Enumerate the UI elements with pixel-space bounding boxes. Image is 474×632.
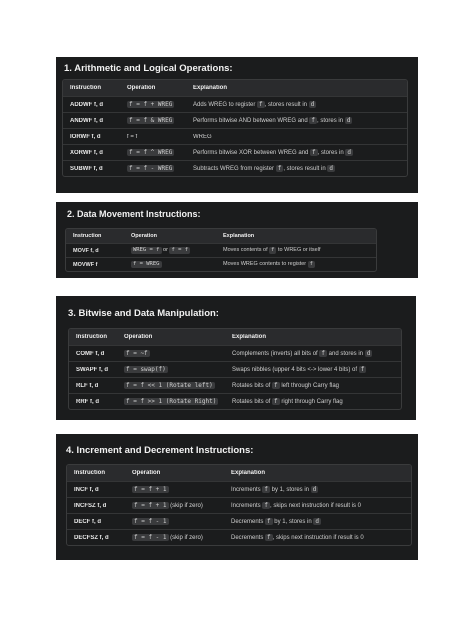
data-movement-table bbox=[65, 228, 377, 272]
text-fragment: , stores in bbox=[317, 149, 346, 156]
operation-cell bbox=[125, 518, 224, 526]
inline-code: f = f + 1 bbox=[134, 501, 167, 509]
inline-code: f bbox=[309, 260, 313, 267]
inline-code: d bbox=[346, 116, 351, 124]
inline-code: f = f << 1 (Rotate left) bbox=[126, 381, 213, 389]
column-header: Explanation bbox=[232, 334, 267, 340]
instruction-cell: DECFSZ f, d bbox=[74, 534, 109, 541]
table-row bbox=[63, 128, 407, 144]
explanation-cell bbox=[186, 134, 400, 140]
text-fragment: Rotates bits of bbox=[232, 382, 273, 389]
section-arithmetic-panel bbox=[56, 57, 418, 193]
instruction-cell: ANDWF f, d bbox=[70, 117, 103, 124]
explanation-cell bbox=[186, 165, 400, 173]
instruction-cell: DECF f, d bbox=[74, 518, 101, 525]
inline-code: f = WREG bbox=[133, 260, 160, 267]
column-header: Explanation bbox=[231, 470, 266, 476]
inline-code: f = f + 1 bbox=[134, 485, 167, 493]
operation-cell bbox=[125, 534, 224, 542]
inline-code: f bbox=[264, 501, 268, 509]
text-fragment: Decrements bbox=[231, 534, 266, 541]
text-fragment: by 1, stores in bbox=[269, 486, 311, 493]
text-fragment: , skips next instruction if result is 0 bbox=[272, 534, 364, 541]
text-fragment: Increments bbox=[231, 486, 263, 493]
text-fragment: left through Carry flag bbox=[279, 382, 340, 389]
table-row bbox=[63, 160, 407, 176]
increment-table bbox=[66, 464, 412, 546]
column-header: Operation bbox=[132, 470, 161, 476]
table-header-row bbox=[67, 465, 411, 481]
instruction-cell: INCFSZ f, d bbox=[74, 502, 107, 509]
table-row bbox=[67, 497, 411, 513]
text-fragment: Increments bbox=[231, 502, 263, 509]
instruction-cell: IORWF f, d bbox=[70, 133, 101, 140]
table-header-row bbox=[63, 80, 407, 96]
inline-code: f = ~f bbox=[126, 349, 148, 357]
inline-code: f = f ^ WREG bbox=[129, 148, 173, 156]
text-fragment: Performs bitwise AND between WREG and bbox=[193, 117, 310, 124]
table-row bbox=[67, 481, 411, 497]
operation-cell bbox=[125, 502, 224, 510]
text-fragment: Moves WREG contents to register bbox=[223, 260, 308, 267]
inline-code: f bbox=[267, 533, 271, 541]
instruction-cell: SUBWF f, d bbox=[70, 165, 103, 172]
operation-cell bbox=[120, 149, 186, 157]
text-fragment: Adds WREG to register bbox=[193, 101, 258, 108]
table-row bbox=[66, 243, 376, 257]
table-row bbox=[66, 257, 376, 271]
section-title: 1. Arithmetic and Logical Operations: bbox=[64, 63, 233, 74]
inline-code: f bbox=[360, 365, 365, 373]
column-header: Operation bbox=[124, 334, 153, 340]
instruction-cell: INCF f, d bbox=[74, 486, 99, 493]
bitwise-table bbox=[68, 328, 402, 410]
text-fragment: , stores in bbox=[317, 117, 345, 124]
text-fragment: Rotates bits of bbox=[232, 398, 273, 405]
section-title: 2. Data Movement Instructions: bbox=[67, 209, 201, 219]
explanation-cell bbox=[186, 149, 400, 157]
table-row bbox=[63, 112, 407, 128]
text-fragment: , skips next instruction if result is 0 bbox=[269, 502, 362, 509]
explanation-cell bbox=[224, 518, 411, 526]
operation-cell bbox=[117, 366, 225, 374]
text-fragment: , stores result in bbox=[264, 101, 309, 108]
inline-code: WREG = f bbox=[133, 246, 160, 253]
instruction-cell: ADDWF f, d bbox=[70, 101, 103, 108]
inline-code: f = swap(f) bbox=[126, 365, 166, 373]
table-row bbox=[69, 377, 401, 393]
text-fragment: Decrements bbox=[231, 518, 266, 525]
explanation-cell bbox=[225, 350, 401, 358]
section-data-movement-panel bbox=[56, 202, 418, 278]
inline-code: f bbox=[321, 349, 325, 357]
column-header: Instruction bbox=[74, 470, 105, 476]
operation-cell bbox=[120, 117, 186, 125]
arithmetic-table bbox=[62, 79, 408, 177]
section-title: 4. Increment and Decrement Instructions: bbox=[66, 445, 254, 456]
explanation-cell bbox=[216, 261, 376, 268]
text-fragment: , stores result in bbox=[283, 165, 328, 172]
operation-cell bbox=[117, 350, 225, 358]
inline-code: d bbox=[366, 349, 371, 357]
inline-code: f bbox=[267, 517, 271, 525]
explanation-cell bbox=[225, 398, 401, 406]
column-header: Explanation bbox=[193, 85, 228, 91]
inline-code: f = f - 1 bbox=[134, 533, 167, 541]
text-fragment: WREG` bbox=[193, 133, 214, 140]
text-fragment: Subtracts WREG from register bbox=[193, 165, 276, 172]
column-header: Operation bbox=[131, 233, 157, 239]
inline-code: f bbox=[259, 100, 263, 108]
table-row bbox=[63, 144, 407, 160]
inline-code: d bbox=[310, 100, 315, 108]
text-fragment: and stores in bbox=[327, 350, 365, 357]
inline-code: f bbox=[277, 164, 282, 172]
inline-code: f = f >> 1 (Rotate Right) bbox=[126, 397, 217, 405]
instruction-cell: COMF f, d bbox=[76, 350, 105, 357]
column-header: Explanation bbox=[223, 233, 255, 239]
table-row bbox=[69, 393, 401, 409]
column-header: Instruction bbox=[76, 334, 107, 340]
text-fragment: (skip if zero) bbox=[168, 502, 203, 509]
text-fragment: (skip if zero) bbox=[168, 534, 203, 541]
operation-cell bbox=[120, 165, 186, 173]
instruction-cell: MOVWF f bbox=[73, 261, 98, 268]
table-row bbox=[69, 345, 401, 361]
column-header: Instruction bbox=[70, 85, 101, 91]
explanation-cell bbox=[224, 486, 411, 494]
inline-code: f bbox=[264, 485, 268, 493]
section-increment-panel bbox=[56, 434, 418, 560]
inline-code: d bbox=[312, 485, 317, 493]
table-header-row bbox=[66, 229, 376, 243]
inline-code: f = f + WREG bbox=[129, 100, 173, 108]
text-fragment: f = f bbox=[127, 133, 138, 140]
instruction-cell: XORWF f, d bbox=[70, 149, 103, 156]
column-header: Instruction bbox=[73, 233, 102, 239]
operation-cell bbox=[125, 486, 224, 494]
explanation-cell bbox=[225, 382, 401, 390]
table-row bbox=[69, 361, 401, 377]
inline-code: f = f & WREG bbox=[129, 116, 173, 124]
operation-cell bbox=[117, 382, 225, 390]
table-row bbox=[63, 96, 407, 112]
text-fragment: Complements (inverts) all bits of bbox=[232, 350, 320, 357]
column-header: Operation bbox=[127, 85, 156, 91]
operation-cell bbox=[124, 261, 216, 268]
inline-code: f bbox=[312, 148, 316, 156]
table-row bbox=[67, 529, 411, 545]
table-header-row bbox=[69, 329, 401, 345]
inline-code: f = f - 1 bbox=[134, 517, 167, 525]
explanation-cell bbox=[216, 247, 376, 254]
inline-code: f = f - WREG bbox=[129, 164, 173, 172]
inline-code: f bbox=[274, 397, 278, 405]
text-fragment: Moves contents of bbox=[223, 246, 270, 253]
text-fragment: Swaps nibbles (upper 4 bits <-> lower 4 bits) of bbox=[232, 366, 359, 373]
inline-code: d bbox=[329, 164, 333, 172]
explanation-cell bbox=[186, 117, 400, 125]
text-fragment: by 1, stores in bbox=[272, 518, 314, 525]
inline-code: d bbox=[347, 148, 351, 156]
instruction-cell: RRF f, d bbox=[76, 398, 99, 405]
explanation-cell bbox=[224, 502, 411, 510]
instruction-cell: SWAPF f, d bbox=[76, 366, 108, 373]
table-row bbox=[67, 513, 411, 529]
inline-code: f bbox=[274, 381, 278, 389]
operation-cell bbox=[120, 134, 186, 140]
inline-code: d bbox=[315, 517, 319, 525]
explanation-cell bbox=[225, 366, 401, 374]
instruction-cell: MOVF f, d bbox=[73, 247, 99, 254]
instruction-cell: RLF f, d bbox=[76, 382, 99, 389]
explanation-cell bbox=[186, 101, 400, 109]
text-fragment: to WREG or itself bbox=[276, 246, 321, 253]
inline-code: f bbox=[311, 116, 316, 124]
inline-code: f = f bbox=[171, 246, 189, 253]
operation-cell bbox=[117, 398, 225, 406]
text-fragment: Performs bitwise XOR between WREG and bbox=[193, 149, 311, 156]
operation-cell bbox=[120, 101, 186, 109]
operation-cell bbox=[124, 247, 216, 254]
section-bitwise-panel bbox=[56, 296, 416, 420]
section-title: 3. Bitwise and Data Manipulation: bbox=[68, 308, 219, 319]
text-fragment: right through Carry flag bbox=[279, 398, 343, 405]
explanation-cell bbox=[224, 534, 411, 542]
inline-code: f bbox=[271, 246, 275, 253]
text-fragment: or bbox=[161, 246, 170, 253]
